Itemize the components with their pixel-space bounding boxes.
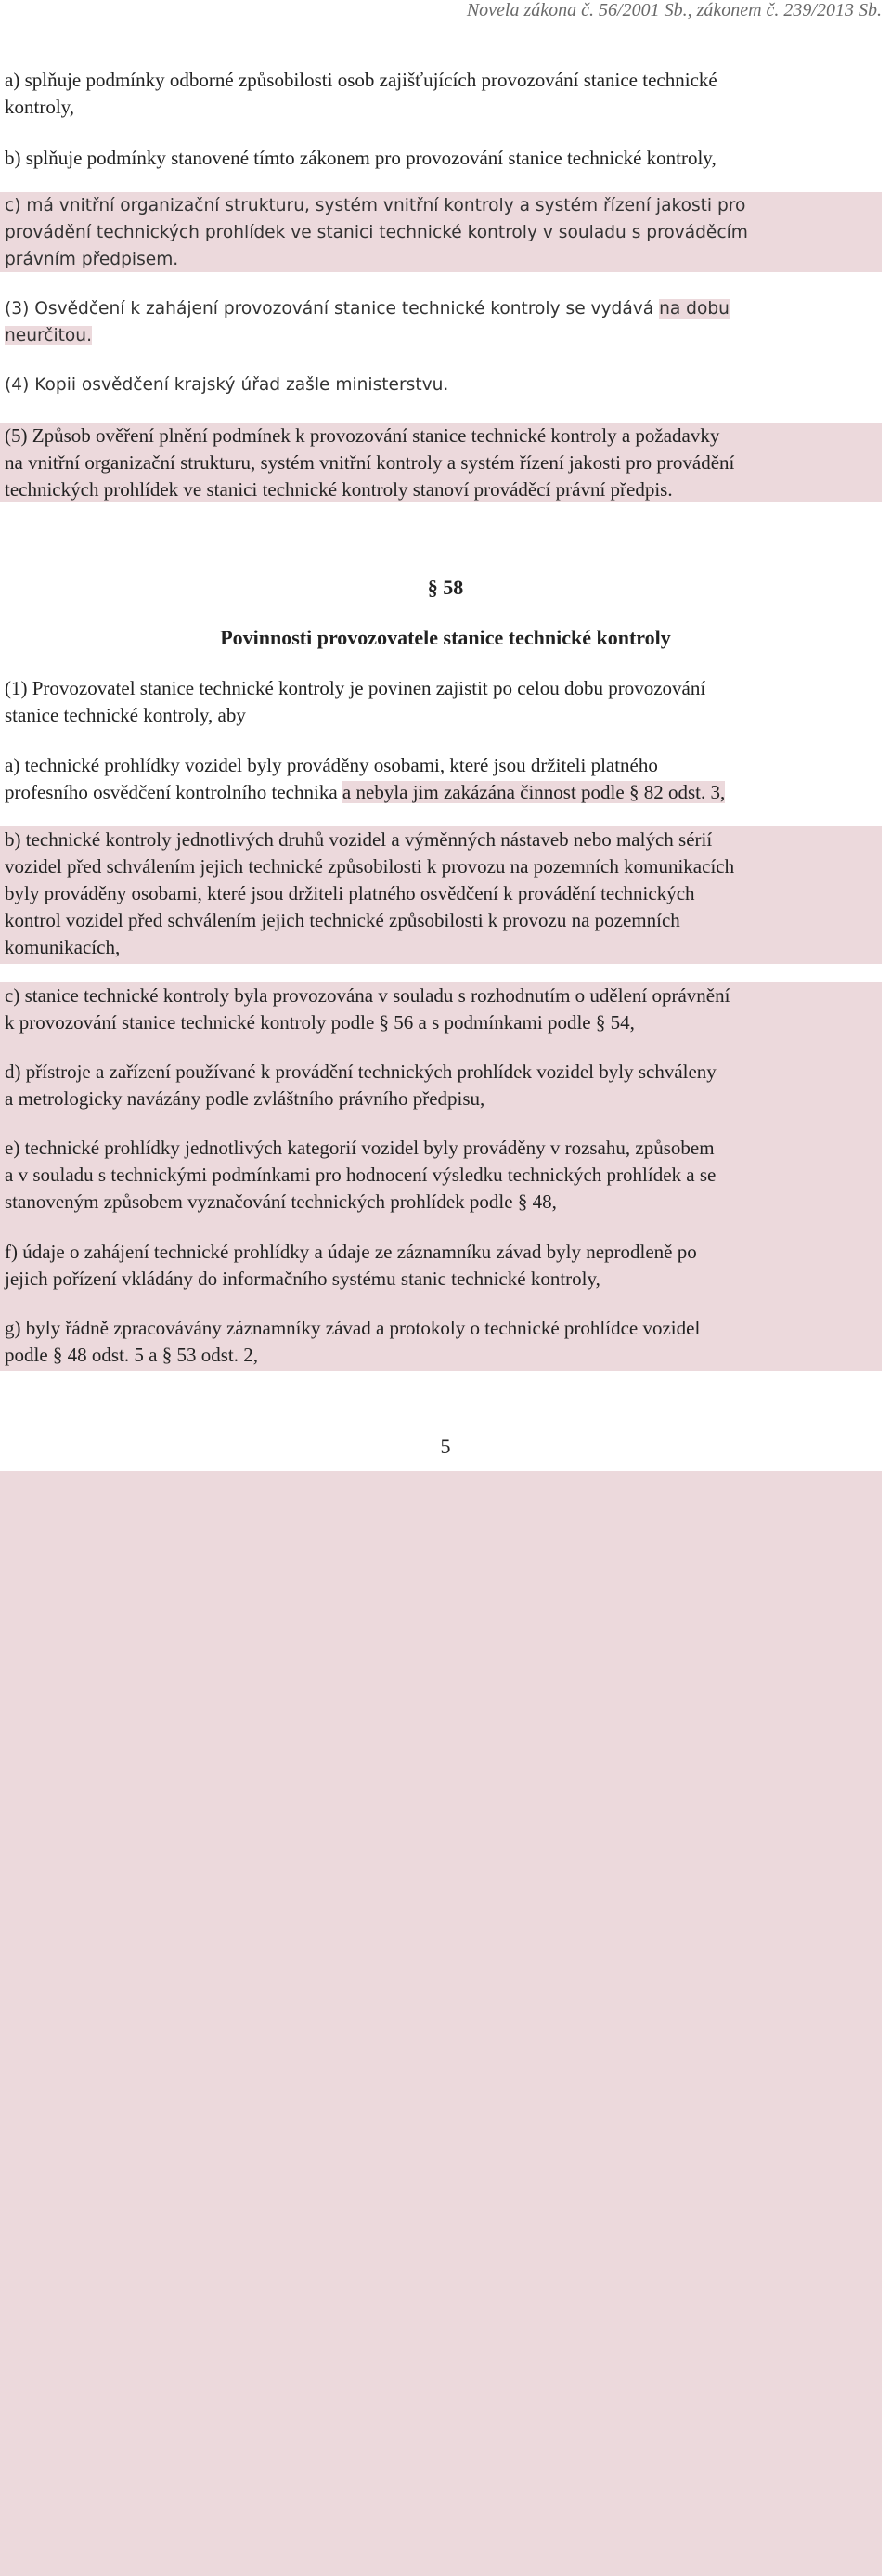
prev-item-c-line: provádění technických prohlídek ve stanici technické kontroly v souladu s prováděcím — [5, 223, 748, 242]
prev-item-c-line: c) má vnitřní organizační strukturu, systém vnitřní kontroly a systém řízení jakosti pro — [5, 196, 746, 215]
paragraph-3-highlight: neurčitou. — [5, 326, 92, 345]
prev-item-a-line: kontroly, — [5, 96, 75, 118]
s58-paragraph-1 — [5, 675, 882, 729]
paragraph-4 — [5, 371, 882, 398]
paragraph-4-text: (4) Kopii osvědčení krajský úřad zašle ministerstvu. — [5, 375, 449, 395]
s58-item-a — [5, 752, 882, 806]
s58-item-e-line: e) technické prohlídky jednotlivých kategorií vozidel byly prováděny v rozsahu, způsobem — [5, 1137, 715, 1159]
s58-item-g — [5, 1315, 882, 1369]
prev-item-c — [0, 192, 882, 272]
page-number: 5 — [440, 1435, 451, 1458]
s58-item-f — [5, 1239, 882, 1293]
paragraph-5-line: technických prohlídek ve stanici technické kontroly stanoví prováděcí právní předpis. — [5, 478, 673, 501]
s58-item-f-line: jejich pořízení vkládány do informačního systému stanic technické kontroly, — [5, 1268, 600, 1290]
s58-item-b-line: vozidel před schválením jejich technické způsobilosti k provozu na pozemních komunikacích — [5, 855, 735, 878]
s58-item-a-line: profesního osvědčení kontrolního technika — [5, 781, 342, 803]
s58-item-b-line: komunikacích, — [5, 936, 121, 958]
s58-items-block — [0, 982, 882, 2576]
s58-item-b-line: kontrol vozidel před schválením jejich technické způsobilosti k provozu na pozemních — [5, 909, 680, 931]
s58-item-g-line: g) byly řádně zpracovávány záznamníky závad a protokoly o technické prohlídce vozidel — [5, 1317, 701, 1339]
prev-item-b — [5, 145, 882, 172]
prev-item-a-line: a) splňuje podmínky odborné způsobilosti osob zajišťujících provozování stanice technické — [5, 69, 717, 91]
prev-item-a — [5, 67, 882, 121]
paragraph-3-text: (3) Osvědčení k zahájení provozování stanice technické kontroly se vydává — [5, 299, 660, 319]
section-number: § 58 — [427, 576, 464, 599]
section-title: Povinnosti provozovatele stanice technické kontroly — [220, 626, 671, 649]
s58-item-b-line: b) technické kontroly jednotlivých druhů vozidel a výměnných nástaveb nebo malých sérií — [5, 828, 713, 851]
prev-item-b-line: b) splňuje podmínky stanovené tímto zákonem pro provozování stanice technické kontroly, — [5, 147, 717, 169]
s58-item-g-line: podle § 48 odst. 5 a § 53 odst. 2, — [5, 1344, 258, 1366]
s58-item-e-line: stanoveným způsobem vyznačování technických prohlídek podle § 48, — [5, 1190, 557, 1213]
s58-item-a-line: a) technické prohlídky vozidel byly prováděny osobami, které jsou držiteli platného — [5, 754, 658, 776]
paragraph-5 — [0, 423, 882, 502]
paragraph-3 — [5, 295, 882, 349]
s58-item-d-line: d) přístroje a zařízení používané k provádění technických prohlídek vozidel byly schváleny — [5, 1060, 717, 1083]
s58-item-b — [0, 826, 882, 964]
s58-item-a-highlight: a nebyla jim zakázána činnost podle § 82 odst. 3, — [342, 781, 726, 803]
s58-item-c-line: k provozování stanice technické kontroly podle § 56 a s podmínkami podle § 54, — [5, 1011, 635, 1034]
prev-item-c-line: právním předpisem. — [5, 250, 179, 269]
s58-item-b-line: byly prováděny osobami, které jsou držiteli platného osvědčení k provádění technických — [5, 882, 695, 904]
s58-item-e-line: a v souladu s technickými podmínkami pro hodnocení výsledku technických prohlídek a se — [5, 1164, 717, 1186]
s58-item-c — [5, 982, 882, 1036]
s58-paragraph-1-line: (1) Provozovatel stanice technické kontroly je povinen zajistit po celou dobu provozování — [5, 677, 706, 699]
s58-item-d-line: a metrologicky navázány podle zvláštního právního předpisu, — [5, 1087, 485, 1110]
paragraph-5-line: (5) Způsob ověření plnění podmínek k provozování stanice technické kontroly a požadavky — [5, 424, 720, 447]
running-header: Novela zákona č. 56/2001 Sb., zákonem č. 239/2013 Sb. — [466, 0, 882, 20]
paragraph-5-line: na vnitřní organizační strukturu, systém vnitřní kontroly a systém řízení jakosti pro provádění — [5, 451, 735, 474]
s58-item-d — [5, 1059, 882, 1112]
paragraph-3-highlight: na dobu — [659, 299, 730, 319]
s58-paragraph-1-line: stanice technické kontroly, aby — [5, 704, 246, 726]
s58-item-f-line: f) údaje o zahájení technické prohlídky a údaje ze záznamníku závad byly neprodleně po — [5, 1241, 697, 1263]
s58-item-c-line: c) stanice technické kontroly byla provozována v souladu s rozhodnutím o udělení oprávnění — [5, 984, 730, 1007]
s58-item-e — [5, 1135, 882, 1216]
